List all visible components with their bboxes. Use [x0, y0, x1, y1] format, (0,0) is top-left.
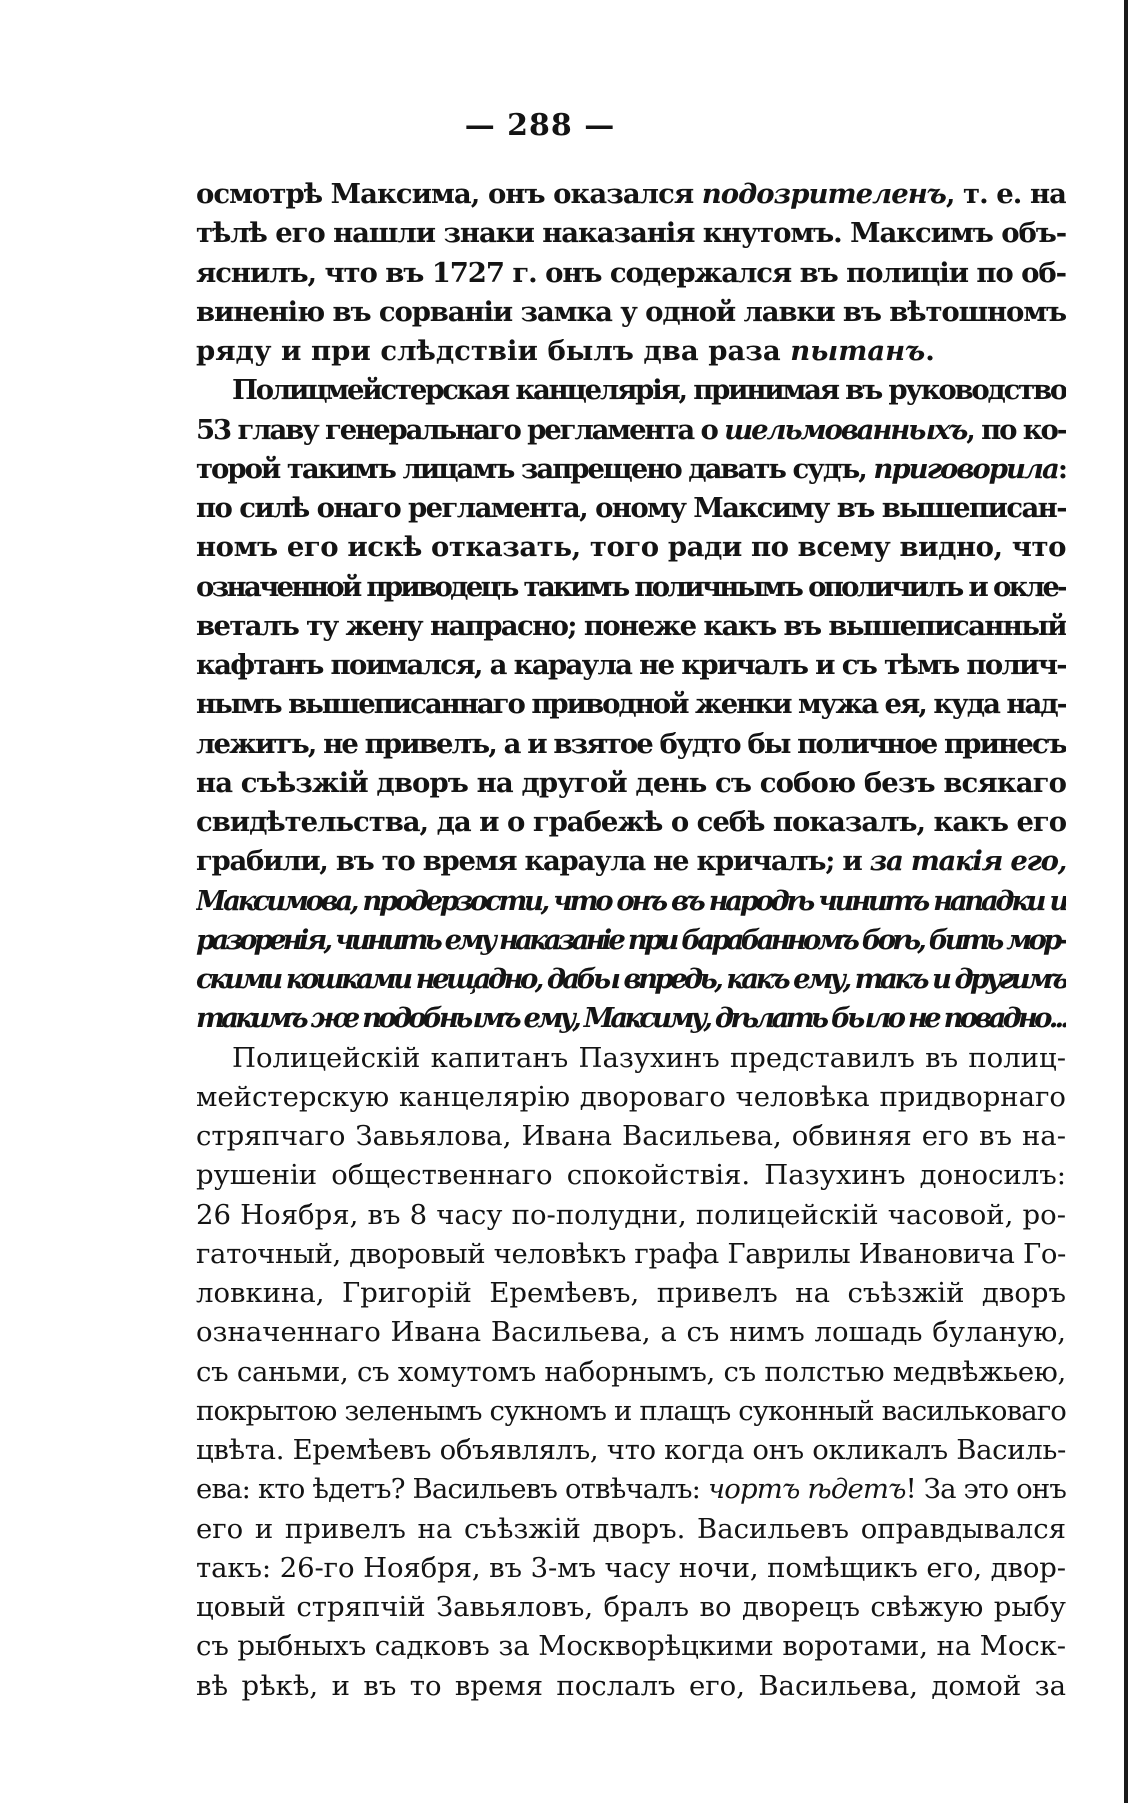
- text-run: грабили, въ то время караула не кричалъ; и: [196, 845, 870, 878]
- text-run: кафтанъ поимался, а караула не кричалъ и съ тѣмъ полич-: [196, 649, 1066, 681]
- text-run: означенной приводецъ такимъ поличнымъ ополичилъ и окле-: [196, 570, 1066, 603]
- italic-text-run: за такія его,: [869, 845, 1066, 878]
- text-line: [196, 1627, 1066, 1666]
- text-line: [196, 411, 1066, 450]
- text-run: по силѣ онаго регламента, оному Максиму въ вышеписан-: [196, 492, 1066, 524]
- text-run: :: [1057, 452, 1066, 485]
- text-run: виненію въ сорваніи замка у одной лавки въ вѣтошномъ: [196, 295, 1066, 328]
- text-run: номъ его искѣ отказать, того ради по всему видно, что: [196, 531, 1066, 564]
- text-line: [196, 528, 1066, 567]
- text-run: осмотрѣ Максима, онъ оказался: [196, 178, 702, 210]
- italic-text-run: такимъ же подобнымъ ему, Максиму, дѣлать было не повадно...: [196, 1002, 1066, 1035]
- text-line: [196, 1117, 1066, 1156]
- text-line: [196, 1274, 1066, 1313]
- text-line: [196, 175, 1066, 214]
- text-line: [196, 725, 1066, 764]
- text-line: [196, 1549, 1066, 1588]
- text-line: [196, 921, 1066, 960]
- text-line: [196, 646, 1066, 685]
- text-run: ева: кто ѣдетъ? Васильевъ отвѣчалъ:: [196, 1473, 709, 1506]
- text-line: [196, 1353, 1066, 1392]
- text-run: веталъ ту жену напрасно; понеже какъ въ вышеписанный: [196, 609, 1066, 642]
- page-edge-rule: [1124, 0, 1128, 1803]
- text-run: , т. е. на: [945, 178, 1066, 210]
- text-run: гаточный, дворовый человѣкъ графа Гаврилы Ивановича Го-: [196, 1237, 1066, 1270]
- italic-text-run: шельмованныхъ: [724, 413, 967, 446]
- text-run: ряду и при слѣдствіи былъ два раза: [196, 335, 791, 367]
- text-line: [196, 882, 1066, 921]
- text-line: [196, 999, 1066, 1038]
- text-line: [196, 1235, 1066, 1274]
- text-line: [196, 450, 1066, 489]
- italic-text-run: подозрителенъ: [701, 178, 946, 210]
- text-run: стряпчаго Завьялова, Ивана Васильева, обвиняя его въ на-: [196, 1120, 1066, 1152]
- text-line: [196, 489, 1066, 528]
- text-run: рушеніи общественнаго спокойствія. Пазухинъ доносилъ:: [196, 1159, 1066, 1192]
- text-run: означеннаго Ивана Васильева, а съ нимъ лошадь буланую,: [196, 1316, 1066, 1349]
- text-run: на съѣзжій дворъ на другой день съ собою безъ всякаго: [196, 766, 1066, 799]
- text-line: [196, 1431, 1066, 1470]
- text-line: [196, 1196, 1066, 1235]
- text-line: [196, 1313, 1066, 1352]
- text-line: [196, 960, 1066, 999]
- text-run: съ саньми, съ хомутомъ наборнымъ, съ полстью медвѣжьею,: [196, 1355, 1066, 1388]
- text-line: [196, 1588, 1066, 1627]
- text-line: [196, 1392, 1066, 1431]
- text-line: [196, 254, 1066, 293]
- text-run: вѣ рѣкѣ, и въ то время послалъ его, Васильева, домой за: [196, 1669, 1066, 1702]
- text-line: [196, 214, 1066, 253]
- text-run: нымъ вышеписаннаго приводной женки мужа ея, куда над-: [196, 688, 1066, 721]
- text-run: , по ко-: [966, 413, 1066, 446]
- italic-text-run: скими кошками нещадно, дабы впредь, какъ ему, такъ и другимъ: [196, 963, 1066, 995]
- italic-text-run: разоренія, чинить ему наказаніе при барабанномъ боѣ, бить мор-: [196, 923, 1066, 956]
- text-run: свидѣтельства, да и о грабежѣ о себѣ показалъ, какъ его: [196, 806, 1066, 838]
- text-run: торой такимъ лицамъ запрещено давать судъ,: [196, 452, 874, 485]
- text-run: 26 Ноября, въ 8 часу по-полудни, полицейскій часовой, ро-: [196, 1198, 1066, 1231]
- text-run: Полицмейстерская канцелярія, принимая въ руководство: [232, 374, 1066, 407]
- text-line: [196, 685, 1066, 724]
- text-line: [196, 842, 1066, 881]
- text-line: [196, 764, 1066, 803]
- text-line: [196, 332, 1066, 371]
- text-line: [196, 371, 1066, 410]
- text-run: тѣлѣ его нашли знаки наказанія кнутомъ. Максимъ объ-: [196, 217, 1066, 250]
- text-line: [196, 607, 1066, 646]
- text-line: [196, 1510, 1066, 1549]
- italic-text-run: приговорила: [873, 452, 1058, 485]
- text-run: покрытою зеленымъ сукномъ и плащъ суконный васильковаго: [196, 1394, 1066, 1427]
- text-line: [196, 568, 1066, 607]
- text-run: съ рыбныхъ садковъ за Москворѣцкими воротами, на Моск-: [196, 1630, 1066, 1663]
- text-run: мейстерскую канцелярію дворовагo человѣка придворнаго: [196, 1080, 1066, 1113]
- text-line: [196, 293, 1066, 332]
- text-line: [196, 1156, 1066, 1195]
- italic-text-run: чортъ ѣдетъ: [708, 1473, 906, 1506]
- italic-text-run: пытанъ: [790, 335, 926, 367]
- text-run: .: [925, 335, 935, 367]
- text-run: цовый стряпчій Завьяловъ, бралъ во дворецъ свѣжую рыбу: [196, 1591, 1066, 1623]
- italic-text-run: Максимова, продерзости, что онъ въ народѣ чинитъ нападки и: [196, 884, 1066, 917]
- text-run: яснилъ, что въ 1727 г. онъ содержался въ полиціи по об-: [196, 256, 1066, 289]
- text-run: лежитъ, не привелъ, а и взятое будто бы поличное принесъ: [196, 727, 1066, 760]
- page-number: — 288 —: [464, 108, 616, 143]
- text-run: его и привелъ на съѣзжій дворъ. Васильевъ оправдывался: [196, 1512, 1066, 1545]
- text-run: цвѣта. Еремѣевъ объявлялъ, что когда онъ окликалъ Василь-: [196, 1434, 1066, 1466]
- text-run: ловкина, Григорій Еремѣевъ, привелъ на съѣзжій дворъ: [196, 1277, 1066, 1309]
- text-run: такъ: 26-го Ноября, въ 3-мъ часу ночи, помѣщикъ его, двор-: [196, 1551, 1066, 1584]
- text-line: [196, 803, 1066, 842]
- text-line: [196, 1667, 1066, 1706]
- text-line: [196, 1039, 1066, 1078]
- body-text: [196, 175, 1066, 1706]
- text-run: ! За это онъ: [905, 1473, 1066, 1506]
- text-line: [196, 1470, 1066, 1509]
- text-line: [196, 1078, 1066, 1117]
- text-run: 53 главу генеральнаго регламента о: [196, 413, 725, 446]
- text-run: Полицейскій капитанъ Пазухинъ представилъ въ полиц-: [232, 1041, 1066, 1074]
